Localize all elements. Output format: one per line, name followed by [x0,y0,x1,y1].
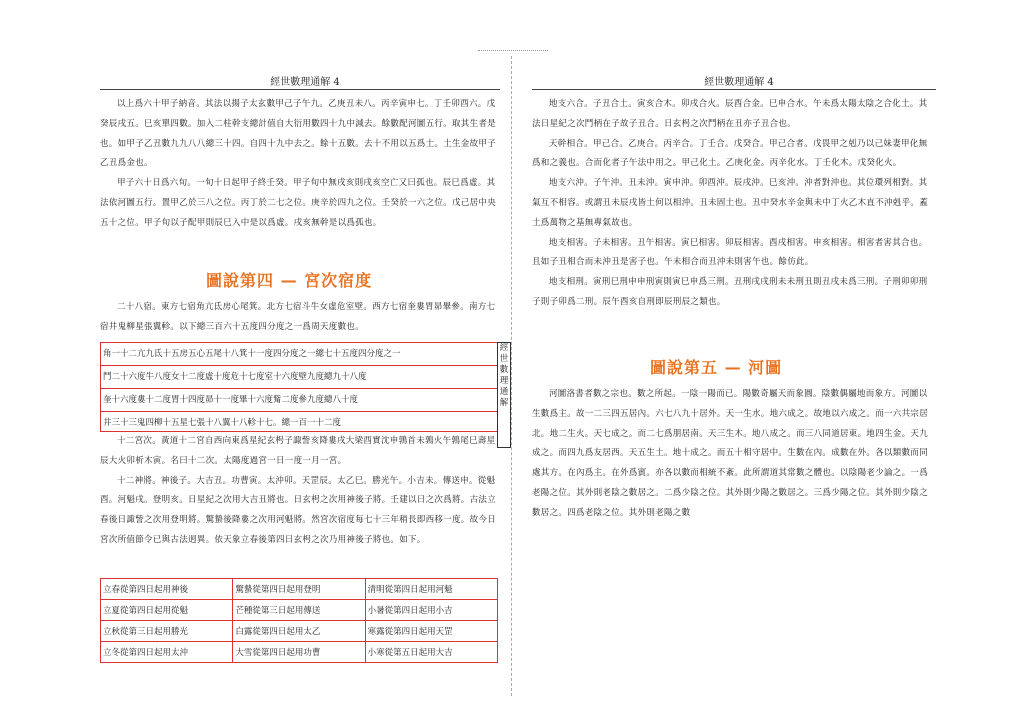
intro-paragraph-1: 以上爲六十甲子納音。其法以揚子太玄數甲己子午九。乙庚丑未八。丙辛寅申七。丁壬卯酉六。戊癸辰戌五。巳亥單四數。加入二柱幹支總計值自大衍用數四十九中減去。餘數配河圖五行。取其生者是也。如甲子乙丑數九九八八總三十四。自四十九中去之。餘十五數。去十不用以五爲土。土生金故甲子乙丑爲金也。 [100,99,497,169]
left-intro [100,95,498,234]
table-cell: 立春從第四日起用神後 [101,579,233,600]
hetu-section [532,385,932,524]
solar-term-table [100,578,498,663]
table-row [101,600,498,621]
branch-punishments: 地支相刑。寅刑巳刑申申刑寅則寅巳申爲三刑。丑刑戌戌刑未未刑丑則丑戌未爲三刑。子刑卯卯刑子則子卯爲二刑。辰午酉亥自刑即辰刑辰之類也。 [532,277,928,307]
section-title-5: 圖說第五 — 河圖 [650,358,783,377]
palace-paragraph-2: 十二神將。神後子。大吉丑。功曹寅。太沖卯。天罡辰。太乙巳。勝光午。小吉未。傳送申。從魁酉。河魁戌。登明亥。日星紀之次用大吉丑將也。日玄枵之次用神後子將。壬建以日之次爲將。古法立春後日諏訾之次用登明將。驚蟄後降婁之次用河魁將。然宮次宿度每七十三年稍長即西移一度。故今日宮次所值節令已與古法迥異。依天象立春後第四日玄枵之次乃用神後子將也。如下。 [100,475,497,545]
table-cell: 小暑從第四日起用小吉 [365,600,497,621]
stem-combinations: 天幹相合。甲己合。乙庚合。丙辛合。丁壬合。戊癸合。甲己合者。戊畏甲之剋乃以己妹妻甲化無爲和之義也。合而化者子午法中用之。甲己化土。乙庚化金。丙辛化水。丁壬化木。戊癸化火。 [532,138,928,169]
hetu-text: 河圖洛書者數之宗也。數之所起。一陰一陽而已。陽數奇屬天而象圓。陰數偶屬地而象方。河圖以生數爲主。故一二三四五居內。六七八九十居外。天一生水。地六成之。故地以六成之。而一六共宗居北。地二生火。天七成之。而二七爲朋居南。天三生木。地八成之。而三八同道居東。地四生金。天九成之。而四九爲友居西。天五生土。地十成之。而五十相守居中。生數在內。成數在外。各以類數而同處其方。在內爲主。在外爲賓。亦各以數而相統不紊。此所謂道其常數之體也。以陰陽老少論之。一爲老陽之位。其外則老陰之數居之。二爲少陰之位。其外則少陽之數居之。三爲少陽之位。其外則少陰之數居之。四爲老陰之位。其外則老陽之數 [532,389,929,518]
six-harms: 地支相害。子未相害。丑午相害。寅巳相害。卯辰相害。酉戌相害。申亥相害。相害者害其合也。且如子丑相合而未沖丑是害子也。午未相合而丑沖未則害午也。餘仿此。 [532,237,928,268]
intro-paragraph-2: 甲子六十日爲六旬。一旬十日起甲子終壬癸。甲子旬中無戌亥則戌亥空亡又曰孤也。辰巳爲虛。其法依河圖五行。置甲乙於三八之位。丙丁於二七之位。庚辛於四九之位。壬癸於一六之位。戊己居中央五十之位。甲子旬以子配甲則辰巳入中是以爲虛。戌亥無幹是以爲孤也。 [100,178,497,228]
table-cell: 立秋從第三日起用勝光 [101,621,233,642]
table-cell: 立夏從第四日起用從魁 [101,600,233,621]
stars-intro [100,298,498,338]
right-running-header: 經世數理通解 4 [704,77,774,88]
table-cell: 清明從第四日起用河魁 [365,579,497,600]
right-header-rule [532,89,936,90]
table-row [101,579,498,600]
table-row [101,642,498,663]
lunar-mansions-box [100,342,498,432]
vertical-book-label: 經世數理通解 [497,342,511,448]
six-clashes: 地支六沖。子午沖。丑未沖。寅申沖。卯酉沖。辰戌沖。巳亥沖。沖者對沖也。其位環列相對。其氣互不相容。或謂丑未辰戌皆土何以相沖。丑未固土也。丑中癸水辛金與未中丁火乙木直不沖剋乎。蓋土爲萬物之基無專氣故也。 [532,178,929,228]
mansion-row-north: 鬥二十六度牛八度女十二度虛十度危十七度室十六度壁九度總九十八度 [101,366,497,389]
table-row [101,621,498,642]
mansion-row-south: 井三十三鬼四柳十五星七張十八翼十八軫十七。總一百一十二度 [103,418,342,428]
table-cell: 白露從第四日起用太乙 [233,621,365,642]
left-header-rule [100,89,500,90]
page-divider [511,56,512,696]
table-cell: 立冬從第四日起用太沖 [101,642,233,663]
mansion-row-west: 奎十六度婁十二度胃十四度昴十一度畢十六度觜二度參九度總八十度 [101,389,497,412]
stars-intro-text: 二十八宿。東方七宿角亢氐房心尾箕。北方七宿斗牛女虛危室壁。西方七宿奎婁胃昴畢參。南方七宿井鬼柳星張翼軫。以下總三百六十五度四分度之一爲周天度數也。 [100,302,496,332]
left-running-header: 經世數理通解 4 [270,77,340,88]
table-cell: 寒露從第四日起用天罡 [365,621,497,642]
right-page [514,0,1024,724]
table-cell: 大雪從第四日起用功曹 [233,642,365,663]
section-title-4: 圖說第四 — 宮次宿度 [206,271,373,290]
palace-text [100,432,498,551]
table-cell: 小寒從第五日起用大吉 [365,642,497,663]
table-cell: 芒種從第三日起用傳送 [233,600,365,621]
palace-paragraph-1: 十二宮次。黃道十二宮自西向東爲星紀玄枵子諏訾亥降婁戌大梁酉實沈申鶉首未鶉火午鶉尾巳壽星辰大火卯析木寅。名曰十二次。太陽度過宮一日一度一月一宮。 [100,436,496,466]
mansion-row-east: 角一十二亢九氐十五房五心五尾十八箕十一度四分度之一總七十五度四分度之一 [101,343,497,366]
right-paragraphs [532,95,932,313]
table-cell: 驚蟄從第四日起用登明 [233,579,365,600]
six-harmonies: 地支六合。子丑合土。寅亥合木。卯戌合火。辰酉合金。巳申合水。午未爲太陽太陰之合化土。其法日星紀之次鬥柄在子故子丑合。日玄枵之次鬥柄在丑亦子丑合也。 [532,99,928,129]
